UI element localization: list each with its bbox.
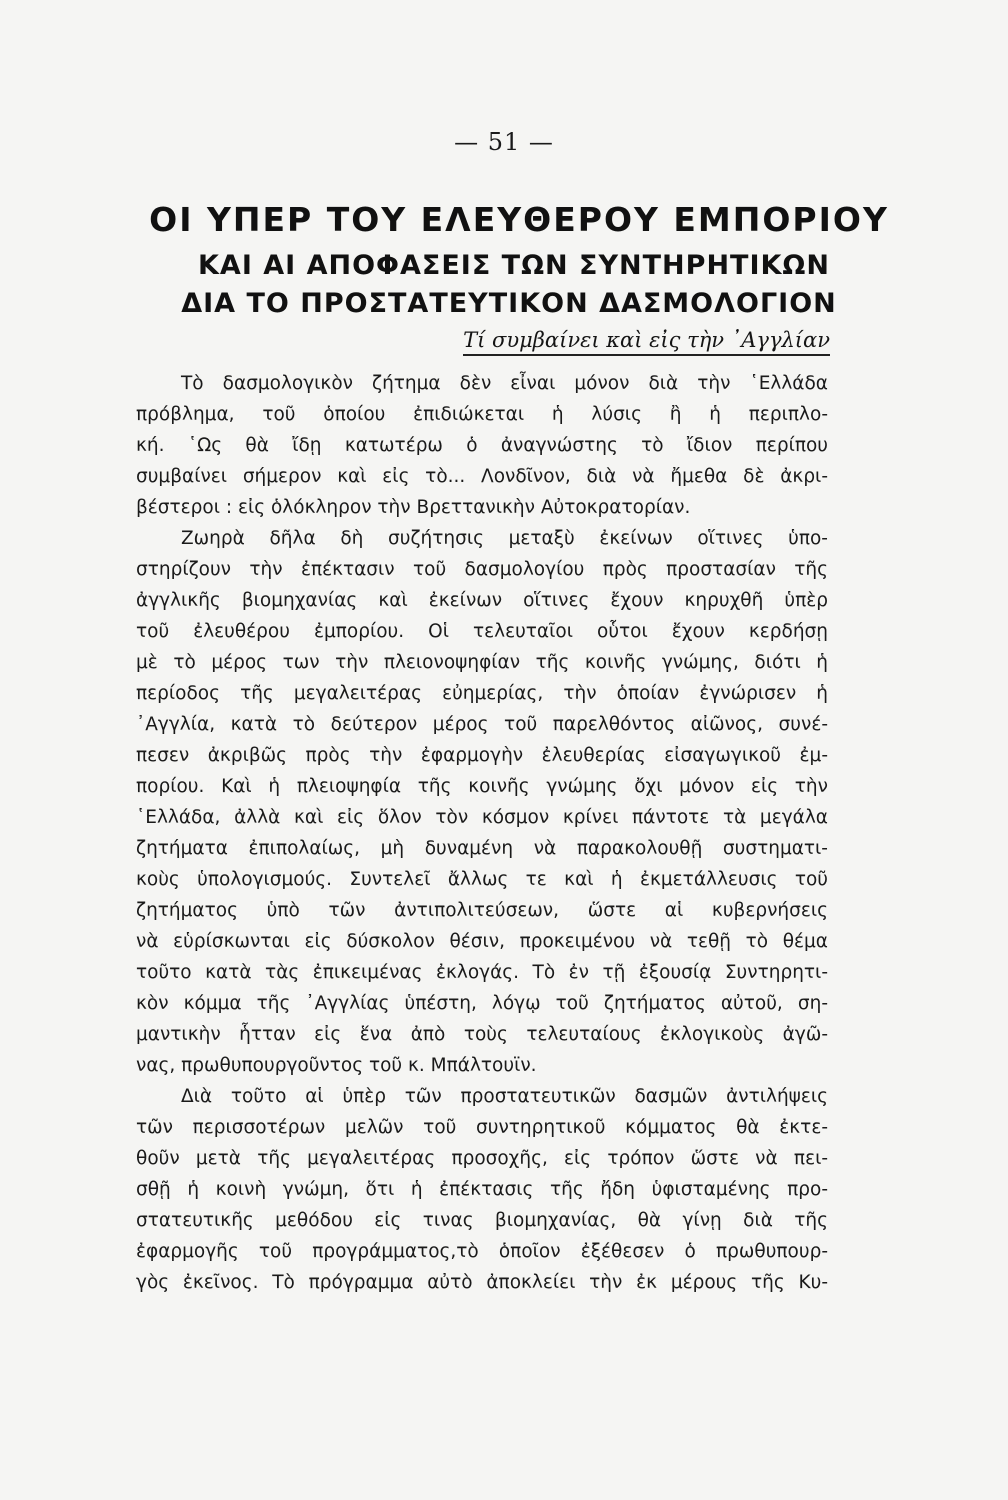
text-line: θοῦν μετὰ τῆς μεγαλειτέρας προσοχῆς, εἰς τρόπον ὥστε νὰ πει- xyxy=(136,1148,828,1169)
article-body xyxy=(136,368,828,1298)
article-title-line-2: ΚΑΙ ΑΙ ΑΠΟΦΑΣΕΙΣ ΤΩΝ ΣΥΝΤΗΡΗΤΙΚΩΝ xyxy=(198,250,830,281)
text-line: τῶν περισσοτέρων μελῶν τοῦ συντηρητικοῦ κόμματος θὰ ἐκτε- xyxy=(136,1117,828,1138)
text-line: μαντικὴν ἧτταν εἰς ἕνα ἀπὸ τοὺς τελευταίους ἐκλογικοὺς ἀγῶ- xyxy=(136,1024,828,1045)
text-line: πεσεν ἀκριβῶς πρὸς τὴν ἐφαρμογὴν ἐλευθερίας εἰσαγωγικοῦ ἐμ- xyxy=(136,745,828,766)
article-title-line-3: ΔΙΑ ΤΟ ΠΡΟΣΤΑΤΕΥΤΙΚΟΝ ΔΑΣΜΟΛΟΓΙΟΝ xyxy=(181,288,837,319)
text-line: περίοδος τῆς μεγαλειτέρας εὐημερίας, τὴν ὁποίαν ἐγνώρισεν ἡ xyxy=(136,683,828,704)
text-line: Ζωηρὰ δῆλα δὴ συζήτησις μεταξὺ ἐκείνων οἵτινες ὑπο- xyxy=(181,528,828,549)
text-line: ᾿Αγγλία, κατὰ τὸ δεύτερον μέρος τοῦ παρελθόντος αἰῶνος, συνέ- xyxy=(136,714,828,735)
text-line: πορίου. Καὶ ἡ πλειοψηφία τῆς κοινῆς γνώμης ὄχι μόνον εἰς τὴν xyxy=(136,776,828,797)
text-line: συμβαίνει σήμερον καὶ εἰς τὸ... Λονδῖνον, διὰ νὰ ἤμεθα δὲ ἀκρι- xyxy=(136,466,828,487)
text-line: τοῦ ἐλευθέρου ἐμπορίου. Οἱ τελευταῖοι οὗτοι ἔχουν κερδήσῃ xyxy=(136,621,828,642)
page-number: — 51 — xyxy=(454,128,554,156)
text-line: νας, πρωθυπουργοῦντος τοῦ κ. Μπάλτουϊν. xyxy=(136,1055,537,1076)
text-line: τοῦτο κατὰ τὰς ἐπικειμένας ἐκλογάς. Τὸ ἐν τῇ ἐξουσίᾳ Συντηρητι- xyxy=(136,962,828,983)
text-line: κή. ῾Ως θὰ ἴδῃ κατωτέρω ὁ ἀναγνώστης τὸ ἴδιον περίπου xyxy=(136,435,828,456)
article-subtitle: Τί συμβαίνει καὶ εἰς τὴν ᾿Αγγλίαν xyxy=(463,328,830,356)
text-line: νὰ εὑρίσκωνται εἰς δύσκολον θέσιν, προκειμένου νὰ τεθῇ τὸ θέμα xyxy=(136,931,828,952)
text-line: ἀγγλικῆς βιομηχανίας καὶ ἐκείνων οἵτινες ἔχουν κηρυχθῆ ὑπὲρ xyxy=(136,590,828,611)
text-line: στηρίζουν τὴν ἐπέκτασιν τοῦ δασμολογίου πρὸς προστασίαν τῆς xyxy=(136,559,828,580)
text-line: Τὸ δασμολογικὸν ζήτημα δὲν εἶναι μόνον διὰ τὴν ῾Ελλάδα xyxy=(181,373,828,394)
text-line: μὲ τὸ μέρος των τὴν πλειονοψηφίαν τῆς κοινῆς γνώμης, διότι ἡ xyxy=(136,652,828,673)
text-line: ζητήματα ἐπιπολαίως, μὴ δυναμένη νὰ παρακολουθῇ συστηματι- xyxy=(136,838,828,859)
text-line: πρόβλημα, τοῦ ὁποίου ἐπιδιώκεται ἡ λύσις ἢ ἡ περιπλο- xyxy=(136,404,828,425)
text-line: ζητήματος ὑπὸ τῶν ἀντιπολιτεύσεων, ὥστε αἱ κυβερνήσεις xyxy=(136,900,828,921)
text-line: βέστεροι : εἰς ὁλόκληρον τὴν Βρεττανικὴν Αὐτοκρατορίαν. xyxy=(136,497,691,518)
text-line: γὸς ἐκεῖνος. Τὸ πρόγραμμα αὐτὸ ἀποκλείει τὴν ἐκ μέρους τῆς Κυ- xyxy=(136,1272,828,1293)
text-line: ῾Ελλάδα, ἀλλὰ καὶ εἰς ὅλον τὸν κόσμον κρίνει πάντοτε τὰ μεγάλα xyxy=(136,807,828,828)
text-line: σθῇ ἡ κοινὴ γνώμη, ὅτι ἡ ἐπέκτασις τῆς ἤδη ὑφισταμένης προ- xyxy=(136,1179,828,1200)
text-line: ἐφαρμογῆς τοῦ προγράμματος,τὸ ὁποῖον ἐξέθεσεν ὁ πρωθυπουρ- xyxy=(136,1241,828,1262)
text-line: στατευτικῆς μεθόδου εἰς τινας βιομηχανίας, θὰ γίνῃ διὰ τῆς xyxy=(136,1210,828,1231)
text-line: κοὺς ὑπολογισμούς. Συντελεῖ ἄλλως τε καὶ ἡ ἐκμετάλλευσις τοῦ xyxy=(136,869,828,890)
text-line: κὸν κόμμα τῆς ᾿Αγγλίας ὑπέστη, λόγῳ τοῦ ζητήματος αὐτοῦ, ση- xyxy=(136,993,828,1014)
text-line: Διὰ τοῦτο αἱ ὑπὲρ τῶν προστατευτικῶν δασμῶν ἀντιλήψεις xyxy=(181,1086,828,1107)
article-title-line-1: ΟΙ ΥΠΕΡ ΤΟΥ ΕΛΕΥΘΕΡΟΥ ΕΜΠΟΡΙΟΥ xyxy=(149,200,889,239)
